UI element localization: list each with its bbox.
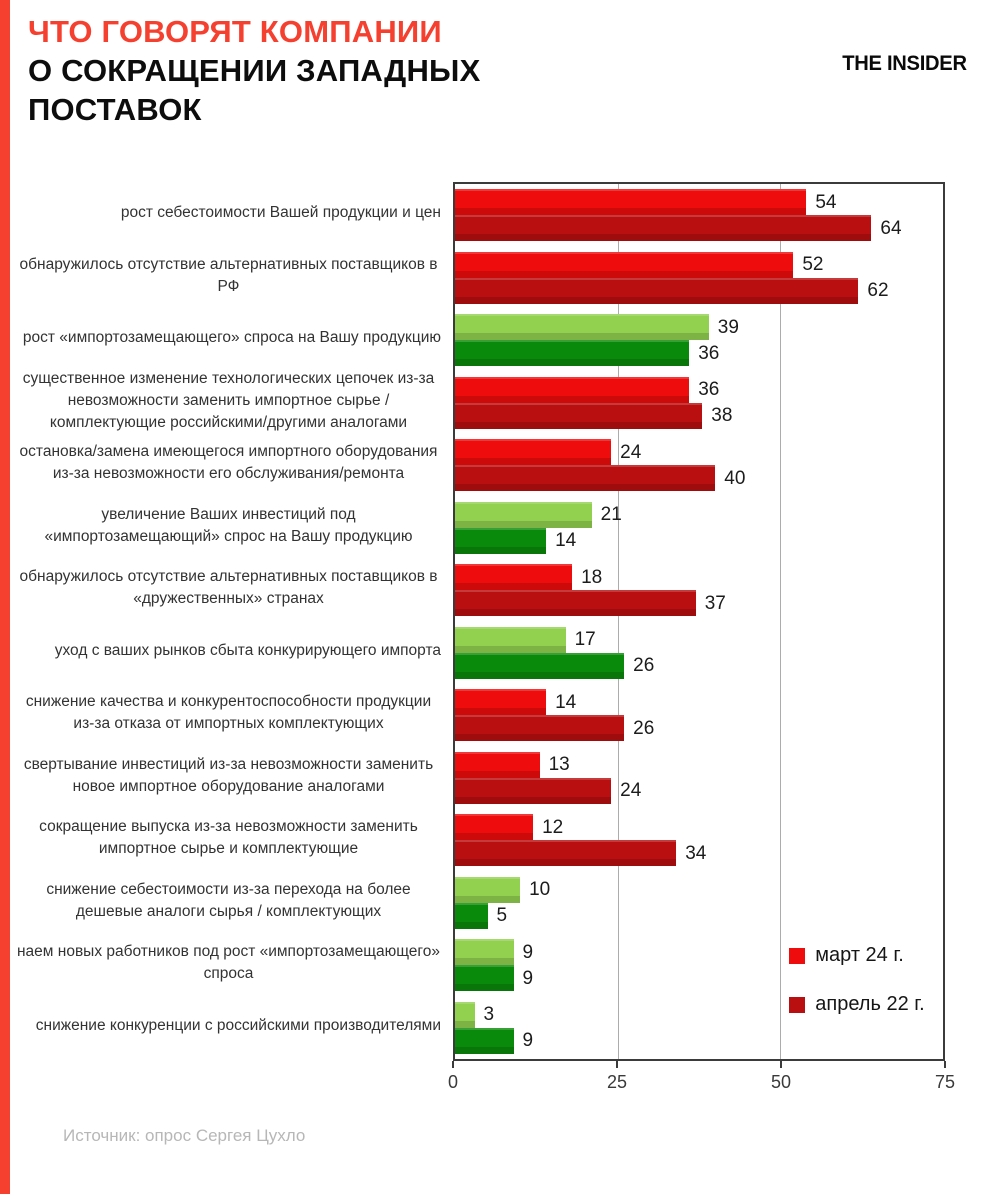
bar-march24 [455,814,533,840]
category-label: обнаружилось отсутствие альтернативных поставщиков в РФ [19,255,438,295]
bar-value-label: 36 [698,342,720,364]
bar-value-label: 39 [717,316,739,338]
category-label: рост «импортозамещающего» спроса на Вашу продукцию [22,329,441,347]
x-axis-tick-label: 0 [447,1072,459,1092]
category-label: рост себестоимости Вашей продукции и цен [120,204,441,222]
x-axis [447,1061,956,1097]
bar-value-label: 37 [704,592,726,614]
bar-april22 [455,715,624,741]
bar-march24 [455,252,793,278]
bar-value-label: 52 [802,254,824,276]
legend-item-march [789,944,924,967]
bar-march24 [455,1002,475,1028]
bar-march24 [455,314,709,340]
bar-april22 [455,778,611,804]
category-label: сокращение выпуска из-за невозможности заменить импортное сырье и комплектующие [39,818,418,858]
bar-value-label: 17 [574,629,596,651]
bar-value-label: 38 [711,405,733,427]
bar-group [455,497,943,560]
bar-value-label: 13 [548,754,570,776]
bar-group [455,872,943,935]
bar-group [455,372,943,435]
bar-value-label: 5 [496,905,508,927]
category-label: обнаружилось отсутствие альтернативных поставщиков в «дружественных» странах [19,568,438,608]
bar-value-label: 62 [867,280,889,302]
bar-april22 [455,340,689,366]
bar-group [455,434,943,497]
bar-groups [455,184,943,1059]
bar-march24 [455,877,520,903]
legend-label-april: апрель 22 г. [815,993,925,1015]
bar-april22 [455,465,715,491]
bar-april22 [455,840,676,866]
category-label: снижение конкуренции с российскими производителями [35,1016,441,1034]
bar-value-label: 14 [555,691,577,713]
bar-march24 [455,189,806,215]
x-axis-tick [780,1061,782,1068]
page-title-rest: О СОКРАЩЕНИИ ЗАПАДНЫХ ПОСТАВОК [28,53,481,127]
bar-march24 [455,939,514,965]
bar-value-label: 3 [483,1004,495,1026]
bar-march24 [455,502,592,528]
bar-value-label: 54 [815,191,837,213]
bar-value-label: 9 [522,967,534,989]
bar-april22 [455,965,514,991]
bar-value-label: 24 [620,780,642,802]
plot-area [453,182,945,1061]
legend-swatch-march [789,948,805,964]
category-label: наем новых работников под рост «импортозамещающего» спроса [17,943,440,983]
brand-logo: THE INSIDER [842,52,967,75]
bar-value-label: 12 [542,816,564,838]
bar-march24 [455,752,540,778]
bar-march24 [455,627,566,653]
category-label: снижение качества и конкурентоспособности продукции из-за отказа от импортных комплектующих [25,693,432,733]
legend-label-march: март 24 г. [815,944,904,966]
bar-value-label: 14 [555,530,577,552]
legend-swatch-april [789,997,805,1013]
bar-group [455,247,943,310]
bar-value-label: 40 [724,467,746,489]
x-axis-tick-label: 25 [606,1072,628,1092]
category-labels-column [12,182,453,1061]
accent-strip [0,0,10,1194]
category-label: уход с ваших рынков сбыта конкурирующего импорта [54,641,441,659]
bar-chart [12,182,956,1097]
bar-march24 [455,439,611,465]
page-title [28,12,528,129]
category-label: увеличение Ваших инвестиций под «импортозамещающий» спрос на Вашу продукцию [44,505,413,545]
bar-april22 [455,528,546,554]
bar-value-label: 21 [600,504,622,526]
bar-march24 [455,564,572,590]
bar-april22 [455,215,871,241]
bar-value-label: 10 [529,879,551,901]
bar-group [455,309,943,372]
bar-value-label: 9 [522,941,534,963]
bar-value-label: 26 [633,717,655,739]
bar-group [455,684,943,747]
bar-value-label: 18 [581,566,603,588]
bar-april22 [455,278,858,304]
bar-april22 [455,653,624,679]
bar-value-label: 9 [522,1030,534,1052]
legend-item-april [789,993,924,1016]
category-label: свертывание инвестиций из-за невозможности заменить новое импортное оборудование аналогами [23,755,434,795]
x-axis-tick-label: 50 [770,1072,792,1092]
legend [789,944,924,1016]
bar-april22 [455,1028,514,1054]
bar-group [455,747,943,810]
bar-value-label: 34 [685,842,707,864]
bar-april22 [455,403,702,429]
x-axis-tick [452,1061,454,1068]
bar-value-label: 24 [620,441,642,463]
x-axis-tick [616,1061,618,1068]
bar-group [455,622,943,685]
category-label: остановка/замена имеющегося импортного оборудования из-за невозможности его обслуживания/ремонта [19,443,438,483]
bar-value-label: 64 [880,217,902,239]
category-label: снижение себестоимости из-за перехода на более дешевые аналоги сырья / комплектующих [46,880,411,920]
bar-march24 [455,377,689,403]
page-title-accent: ЧТО ГОВОРЯТ КОМПАНИИ [28,14,442,49]
bar-group [455,809,943,872]
x-axis-tick-label: 75 [934,1072,956,1092]
bar-value-label: 36 [698,379,720,401]
source-note: Источник: опрос Сергея Цухло [63,1126,306,1145]
bar-april22 [455,903,488,929]
bar-march24 [455,689,546,715]
category-label: существенное изменение технологических цепочек из-за невозможности заменить импортное сырье / комплектующие российскими/другими аналогами [22,369,435,431]
bar-april22 [455,590,696,616]
bar-group [455,559,943,622]
bar-value-label: 26 [633,655,655,677]
x-axis-tick [944,1061,946,1068]
bar-group [455,184,943,247]
